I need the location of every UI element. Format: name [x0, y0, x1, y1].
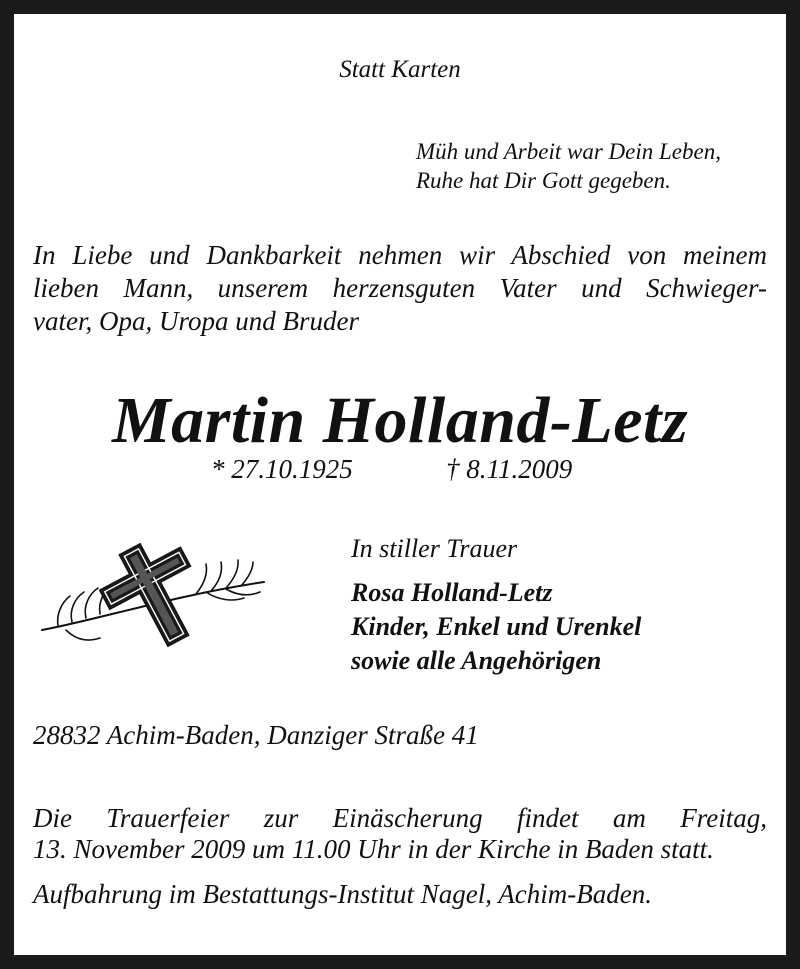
ceremony-info: [33, 803, 767, 865]
intro-line: lieben Mann, unserem herzensguten Vater und Schwieger-: [33, 273, 767, 303]
motto-line: Müh und Arbeit war Dein Leben,: [416, 139, 721, 164]
deceased-name: Martin Holland-Letz: [111, 384, 689, 457]
intro-line: In Liebe und Dankbarkeit nehmen wir Abschied von meinem: [33, 240, 767, 270]
family-member: sowie alle Angehörigen: [351, 646, 602, 675]
family-member: Rosa Holland-Letz: [351, 578, 553, 607]
intro-line: vater, Opa, Uropa und Bruder: [33, 306, 359, 336]
mourning-intro: In stiller Trauer: [351, 534, 518, 563]
birth-date: * 27.10.1925: [211, 454, 353, 484]
ceremony-line: 13. November 2009 um 11.00 Uhr in der Kirche in Baden statt.: [33, 834, 714, 864]
motto-verse: [416, 137, 776, 195]
family-member: Kinder, Enkel und Urenkel: [351, 612, 642, 641]
family-list: [351, 576, 641, 678]
viewing-info: Aufbahrung im Bestattungs-Institut Nagel, Achim-Baden.: [33, 879, 652, 909]
header-statt-karten: Statt Karten: [339, 56, 461, 83]
death-date: † 8.11.2009: [446, 454, 573, 484]
ceremony-line: Die Trauerfeier zur Einäscherung findet am Freitag,: [33, 803, 767, 833]
cross-with-palm-branch-icon: [36, 540, 266, 650]
intro-text: [33, 239, 767, 338]
motto-line: Ruhe hat Dir Gott gegeben.: [416, 168, 671, 193]
address: 28832 Achim-Baden, Danziger Straße 41: [33, 720, 479, 750]
